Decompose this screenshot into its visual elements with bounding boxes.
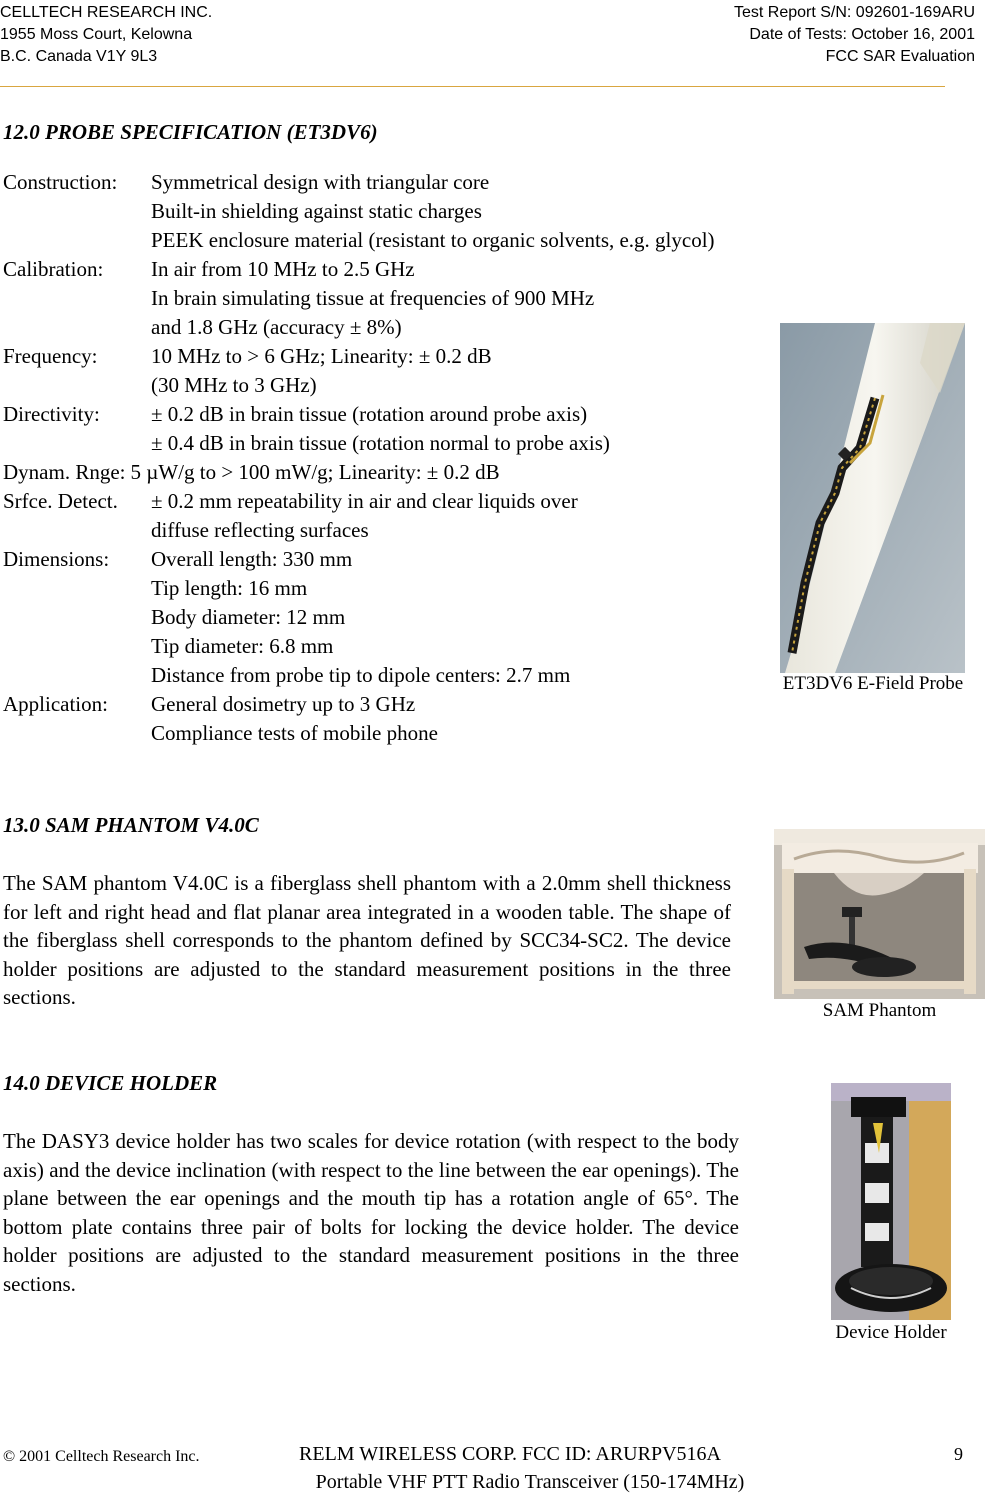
- device-holder-caption: Device Holder: [835, 1322, 947, 1343]
- sam-phantom-photo: [774, 829, 985, 999]
- holder-heading: 14.0 DEVICE HOLDER: [3, 1071, 218, 1095]
- spec-line: Tip diameter: 6.8 mm: [151, 634, 334, 658]
- spec-label: Dimensions:: [3, 547, 110, 571]
- spec-line: Tip length: 16 mm: [151, 576, 308, 600]
- spec-line: Body diameter: 12 mm: [151, 605, 346, 629]
- spec-label: Srfce. Detect.: [3, 489, 118, 513]
- test-date: Date of Tests: October 16, 2001: [749, 26, 975, 43]
- spec-construction: [3, 168, 843, 255]
- spec-label: Construction:: [3, 170, 118, 194]
- header-left: [0, 2, 212, 68]
- device-holder-photo: [831, 1083, 951, 1320]
- spec-line: Built-in shielding against static charges: [151, 199, 482, 223]
- header-right: [734, 2, 975, 68]
- spec-line: Compliance tests of mobile phone: [151, 721, 438, 745]
- spec-line: 5 µW/g to > 100 mW/g; Linearity: ± 0.2 dB: [130, 460, 500, 484]
- spec-dimensions: [3, 545, 843, 690]
- spec-surface-detection: [3, 487, 843, 545]
- spec-line: In air from 10 MHz to 2.5 GHz: [151, 257, 415, 281]
- spec-line: and 1.8 GHz (accuracy ± 8%): [151, 315, 402, 339]
- header-rule: [0, 86, 945, 87]
- footer-center: [0, 1440, 985, 1496]
- spec-line: Overall length: 330 mm: [151, 547, 353, 571]
- footer-copyright: © 2001 Celltech Research Inc.: [3, 1448, 200, 1465]
- probe-photo: [780, 323, 965, 673]
- spec-application: [3, 690, 843, 748]
- spec-line: General dosimetry up to 3 GHz: [151, 692, 416, 716]
- spec-line: 10 MHz to > 6 GHz; Linearity: ± 0.2 dB: [151, 344, 492, 368]
- spec-line: diffuse reflecting surfaces: [151, 518, 369, 542]
- company-name: CELLTECH RESEARCH INC.: [0, 4, 213, 21]
- holder-paragraph: The DASY3 device holder has two scales for device rotation (with respect to the body axis) and the device inclination (with respect to the line between the ear openings). The plane between the ear openings and the mouth tip has a rotation angle of 65°. The bottom plate contains three pair of bolts for locking the device holder. The device holder positions are adjusted to the standard measurement positions in the three sections.: [3, 1129, 739, 1296]
- spec-label: Dynam. Rnge:: [3, 460, 126, 484]
- page-number: 9: [954, 1444, 963, 1464]
- spec-line: Distance from probe tip to dipole centers: 2.7 mm: [151, 663, 571, 687]
- spec-label: Directivity:: [3, 402, 100, 426]
- probe-spec-list: [3, 168, 843, 748]
- spec-line: PEEK enclosure material (resistant to organic solvents, e.g. glycol): [151, 228, 715, 252]
- spec-line: ± 0.2 dB in brain tissue (rotation around probe axis): [151, 402, 588, 426]
- evaluation-type: FCC SAR Evaluation: [825, 48, 975, 65]
- spec-line: ± 0.2 mm repeatability in air and clear liquids over: [151, 489, 578, 513]
- sam-phantom-caption: SAM Phantom: [822, 1000, 937, 1021]
- footer-client: RELM WIRELESS CORP. FCC ID: ARURPV516A: [299, 1443, 721, 1465]
- spec-calibration: [3, 255, 843, 342]
- phantom-paragraph: The SAM phantom V4.0C is a fiberglass shell phantom with a 2.0mm shell thickness for left and right head and flat planar area integrated in a wooden table. The shape of the fiberglass shell corresponds to the phantom defined by SCC34-SC2. The device holder positions are adjusted to the standard measurement positions in the three sections.: [3, 871, 731, 1009]
- company-address-2: B.C. Canada V1Y 9L3: [0, 48, 158, 65]
- spec-label: Application:: [3, 692, 108, 716]
- phantom-heading: 13.0 SAM PHANTOM V4.0C: [3, 813, 259, 837]
- spec-line: Symmetrical design with triangular core: [151, 170, 490, 194]
- company-address-1: 1955 Moss Court, Kelowna: [0, 26, 193, 43]
- spec-label: Frequency:: [3, 344, 98, 368]
- probe-heading: 12.0 PROBE SPECIFICATION (ET3DV6): [3, 120, 378, 144]
- spec-line: (30 MHz to 3 GHz): [151, 373, 317, 397]
- spec-line: ± 0.4 dB in brain tissue (rotation normal to probe axis): [151, 431, 610, 455]
- spec-frequency: [3, 342, 843, 400]
- spec-directivity: [3, 400, 843, 458]
- spec-label: Calibration:: [3, 257, 104, 281]
- probe-photo-caption: ET3DV6 E-Field Probe: [782, 673, 964, 694]
- report-serial: Test Report S/N: 092601-169ARU: [733, 4, 975, 21]
- spec-dynamic-range: [3, 458, 843, 487]
- spec-line: In brain simulating tissue at frequencies of 900 MHz: [151, 286, 595, 310]
- footer-device: Portable VHF PTT Radio Transceiver (150-174MHz): [315, 1471, 745, 1493]
